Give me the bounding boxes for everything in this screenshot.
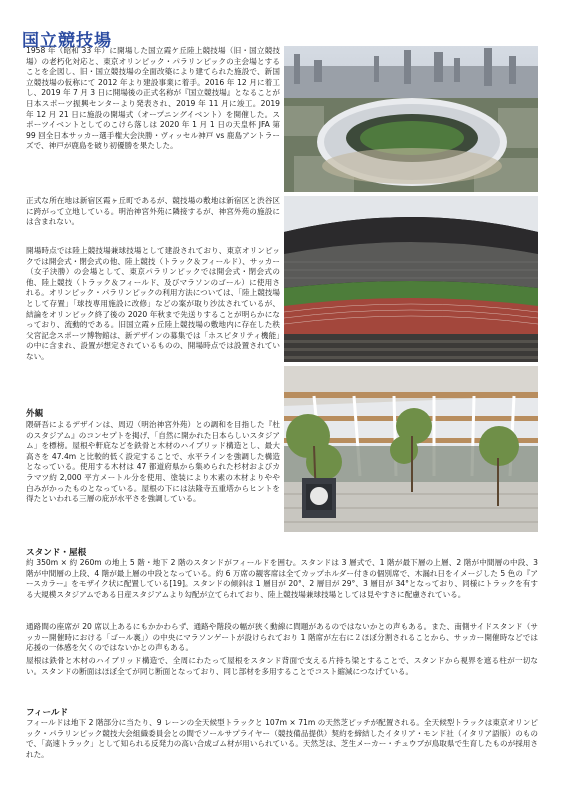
field-paragraph: フィールドは地下 2 階部分に当たり、9 レーンの全天候型トラックと 107m × 71m の天然芝ピッチが配置される。全天候型トラックは東京オリンピック・パラリンピック競技大会組織委員会との間でソールサプライヤー（競技備品提供）契約を締結したイタリア・モンド社（イタリア語版）のもので、「高速トラック」として知られる反発力の高い合成ゴム材が用いられている。天然芝は、芝生メーカー・チュウブが鳥取県で生育したものが採用された。 — [26, 718, 538, 759]
stadium-exterior-wood-photo — [284, 366, 538, 532]
exterior-heading: 外観 — [26, 409, 44, 419]
stand-heading: スタンド・屋根 — [26, 548, 87, 558]
stadium-interior-photo — [284, 196, 538, 362]
page-title: 国立競技場 — [22, 31, 112, 51]
stand-paragraph-3: 屋根は鉄骨と木材のハイブリッド構造で、全周にわたって屋根をスタンド背面で支える片持ち梁とすることで、スタンドから視界を遮る柱が一切ない。スタンドの断面はほぼ全てが同じ断面となっており、同じ部材を多用することでコスト縮減につなげている。 — [26, 656, 538, 676]
intro-paragraph: 1958 年（昭和 33 年）に開場した国立霞ケ丘陸上競技場（旧・国立競技場）の老朽化対応と、東京オリンピック・パラリンピックの主会場とすることを企図し、旧・国立競技場の全面改築により建てられた施設で、新国立競技場の仮称にて 2012 年より建設事業に着手。2016 年 12 月に着工し、2019 年 7 月 3 日に開場後の正式名称が『国立競技場』となることが日本スポーツ振興センターより発表され、2019 年 11 月に竣工。2019 年 12 月 21 日に施設の開場式（オープニングイベント）を開催した。スポーツイベントとしてのこけら落しは 2020 年 1 月 1 日の天皇杯 JFA 第 99 回全日本サッカー選手権大会決勝・ヴィッセル神戸 vs 鹿島アントラーズで、神戸が鹿島を破り初優勝を果たした。 — [26, 46, 280, 151]
history-paragraph: 開場時点では陸上競技場兼球技場として建設されており、東京オリンピックでは開会式・閉会式の他、陸上競技（トラック＆フィールド）、サッカー（女子決勝）の会場として、東京パラリンピックでは開会式・閉会式の他、陸上競技（トラック＆フィールド、及びマラソンのゴール）に使用される。オリンピック・パラリンピックの利用方法については、「陸上競技場として存置」「球技専用施設に改修」などの案が取り沙汰されているが、結論をオリンピック終了後の 2020 年秋まで先送りすることが明らかになっており、流動的である。旧国立霞ヶ丘陸上競技場の敷地内に存在した秩父宮記念スポーツ博物館は、新デザインの募集では「ホスピタリティ機能」の中に含まれ、設置が想定されているものの、開場時点では設置されていない。 — [26, 246, 280, 361]
stand-paragraph-1: 約 350m × 約 260m の地上 5 階・地下 2 階のスタンドがフィールドを囲む。スタンドは 3 層式で、1 階が最下層の上層、2 階が中間層の中段、3 階が中間層の上段、4 階が最上層の中段となっている。約 6 万席の観客席は全てカップホルダー付きの個別席で、木漏れ日をイメージした 5 色の『アースカラー』をモザイク状に配置している[19]。スタンドの傾斜は 1 層目が 20°、2 層目が 29°、3 層目が 34°となっており、同様にトラックを有する大規模スタジアムである日産スタジアムより勾配が立てられており、陸上競技場兼球技場としては見やすさに配慮されている。 — [26, 558, 538, 599]
aerial-stadium-photo — [284, 46, 538, 192]
exterior-paragraph: 隈研吾によるデザインは、周辺（明治神宮外苑）との調和を目指した『杜のスタジアム』のコンセプトを掲げ、「自然に開かれた日本らしいスタジアム」を標榜。屋根や軒庇などを鉄骨と木材のハイブリッド構造とし、最大高さを 47.4m と比較的低く設定することで、水平ラインを強調した構造となっている。使用する木材は 47 都道府県から集められた杉材およびカラマツ約 2,000 平方メートル分を使用、塗装により木素の木材よりやや白みがかったものとなっている。屋根の下には法隆寺五重塔からヒントを得たといわれる三層の庇が水平さを強調している。 — [26, 420, 280, 504]
field-heading: フィールド — [26, 708, 69, 718]
stand-paragraph-2: 通路間の座席が 20 席以上あるにもかかわらず、通路や階段の幅が狭く動線に問題があるのではないかとの声もある。また、南側サイドスタンド（サッカー開催時における「ゴール裏」）の中央にマラソンゲートが設けられており 1 階席が左右に２ほぼ分割されることから、サッカー開催時などでは応援の一体感を欠くのではないかとの声もある。 — [26, 622, 538, 653]
location-paragraph: 正式な所在地は新宿区霞ヶ丘町であるが、競技場の敷地は新宿区と渋谷区に跨がって立地している。明治神宮外苑に隣接するが、神宮外苑の施設には含まれない。 — [26, 196, 280, 227]
